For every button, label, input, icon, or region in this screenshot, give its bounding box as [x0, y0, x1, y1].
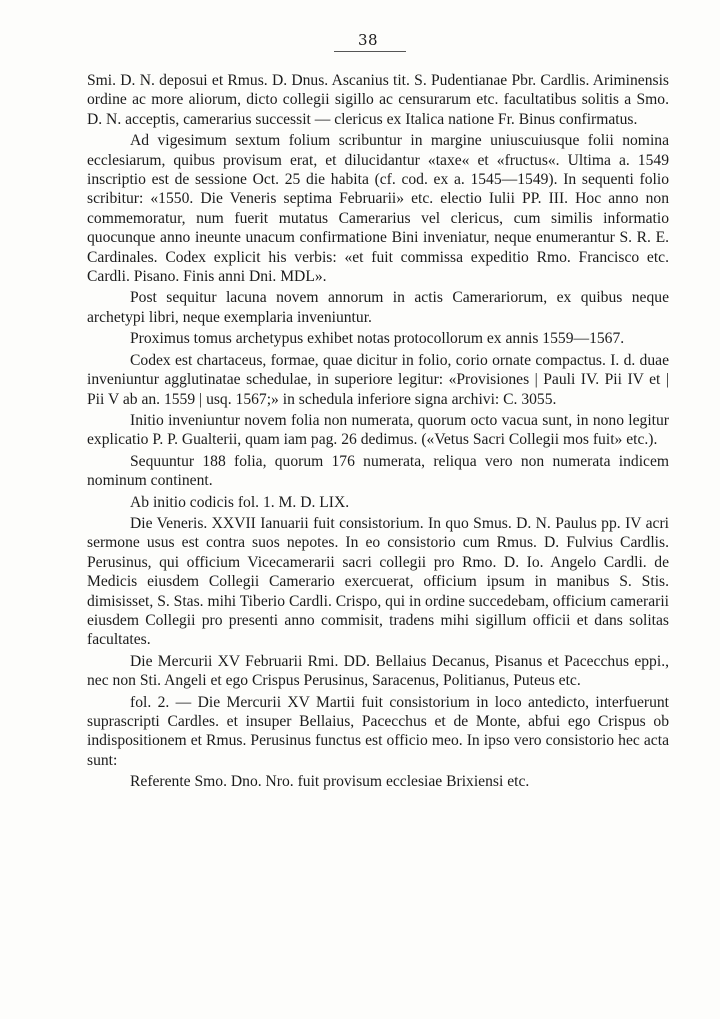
paragraph: Ab initio codicis fol. 1. M. D. LIX. — [130, 493, 350, 511]
header-rule — [334, 51, 406, 52]
paragraph: Initio inveniuntur novem folia non numerata, quorum octo vacua sunt, in nono legitur explicatio P. P. Gualterii, quam iam pag. 26 dedimus. («Vetus Sacri Collegii mos fuit» etc.). — [87, 411, 669, 449]
paragraph: Ad vigesimum sextum folium scribuntur in margine uniuscuiusque folii nomina ecclesiarum, quibus provisum erat, et dilucidantur «taxe« et «fructus«. Ultima a. 1549 inscriptio est de sessione Oct. 25 die habita (cf. cod. ex a. 1545—1549). In sequenti folio scribitur: «1550. Die Veneris septima Februarii» etc. electio Iulii PP. III. Hoc anno non commemoratur, num fuerit mutatus Camerarius vel clericus, cum similis informatio quocunque anno ineunte unacum confirmatione Bini inveniatur, neque enumerantur S. R. E. Cardinales. Codex explicit his verbis: «et fuit commissa expeditio Rmo. Francisco etc. Cardli. Pisano. Finis anni Dni. MDL». — [87, 132, 669, 286]
paragraph: fol. 2. — Die Mercurii XV Martii fuit consistorium in loco antedicto, interfuerunt suprascripti Cardles. et insuper Bellaius, Pacecchus et de Monte, abfui ego Crispus ob indispositionem et Rmus. Perusinus functus est officio meo. In ipso vero consistorio hec acta sunt: — [87, 693, 669, 769]
paragraph: Codex est chartaceus, formae, quae dicitur in folio, corio ornate compactus. I. d. duae inveniuntur agglutinatae schedulae, in superiore legitur: «Provisiones | Pauli IV. Pii IV et | Pii V ab an. 1559 | usq. 1567;» in schedula inferiore signa archivi: C. 3055. — [87, 351, 669, 408]
body-text — [87, 71, 669, 792]
paragraph: Die Mercurii XV Februarii Rmi. DD. Bellaius Decanus, Pisanus et Pacecchus eppi., nec non Sti. Angeli et ego Crispus Perusinus, Saracenus, Politianus, Puteus etc. — [87, 652, 669, 690]
paragraph: Referente Smo. Dno. Nro. fuit provisum ecclesiae Brixiensi etc. — [130, 773, 530, 791]
paragraph: Die Veneris. XXVII Ianuarii fuit consistorium. In quo Smus. D. N. Paulus pp. IV acri sermone usus est contra suos nepotes. In eo consistorio cum Rmus. D. Fulvius Cardlis. Perusinus, qui officium Vicecamerarii sacri collegii pro Rmo. D. Io. Angelo Cardli. de Medicis eiusdem Collegii Camerario exercuerat, officium ipsum in manibus S. Stis. dimisisset, S. Stas. mihi Tiberio Cardli. Crispo, qui in ordine succedebam, officium camerarii eiusdem Collegii pro presenti anno commisit, tradens mihi sigillum officii et dans solitas facultates. — [87, 514, 669, 649]
paragraph: Smi. D. N. deposui et Rmus. D. Dnus. Ascanius tit. S. Pudentianae Pbr. Cardlis. Ariminensis ordine ac more aliorum, dicto collegii sigillo ac censurarum etc. facultatibus solitis a Smo. D. N. acceptis, camerarius successit — clericus ex Italica natione Fr. Binus confirmatus. — [87, 72, 669, 128]
paragraph: Post sequitur lacuna novem annorum in actis Camerariorum, ex quibus neque archetypi libri, neque exemplaria inveniuntur. — [87, 289, 669, 326]
paragraph: Proximus tomus archetypus exhibet notas protocollorum ex annis 1559—1567. — [130, 330, 625, 348]
page-number: 38 — [357, 31, 379, 49]
paragraph: Sequuntur 188 folia, quorum 176 numerata, reliqua vero non numerata indicem nominum continent. — [87, 452, 669, 490]
